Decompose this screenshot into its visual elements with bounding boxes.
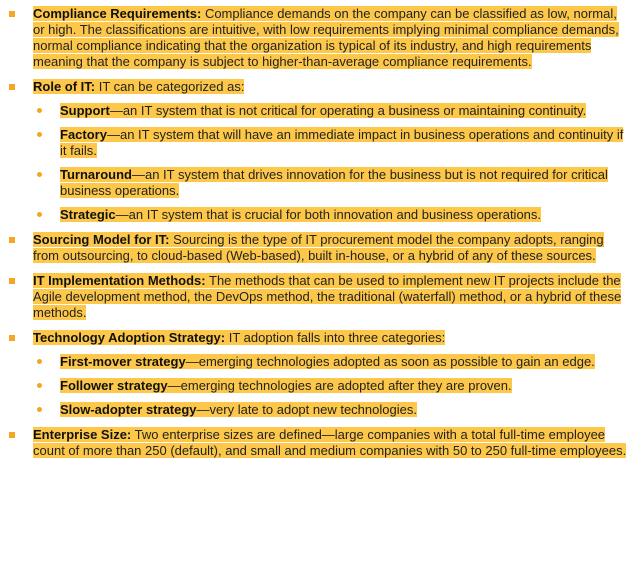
item-text: Two enterprise sizes are defined—large companies with a total full-time employee count of more than 250 (default), and small and medium companies with 50 to 250 full-time employees. xyxy=(33,427,627,458)
highlighted-text xyxy=(60,167,608,198)
highlighted-text xyxy=(33,79,244,94)
sub-item-term: Turnaround xyxy=(60,167,132,182)
sub-item-term: First-mover strategy xyxy=(60,354,186,369)
dot-bullet-icon xyxy=(37,407,42,412)
sub-item-text: —an IT system that drives innovation for the business but is not required for critical business operations. xyxy=(60,167,608,198)
list-item-implementation-methods xyxy=(0,273,629,321)
role-of-it-sublist xyxy=(33,103,629,223)
list-item-enterprise-size xyxy=(0,427,629,459)
highlighted-text xyxy=(60,354,595,369)
highlighted-text xyxy=(60,207,541,222)
item-text: Compliance demands on the company can be classified as low, normal, or high. The classifications are intuitive, with low requirements implying minimal compliance demands, normal compliance indicating that the organization is typical of its industry, and high requirements meaning that the company is subject to higher-than-average compliance requirements. xyxy=(33,6,619,69)
list-item-sourcing-model xyxy=(0,232,629,264)
sub-item-text: —an IT system that is crucial for both innovation and business operations. xyxy=(115,207,542,222)
sub-item-term: Support xyxy=(60,103,110,118)
sub-item-text: —emerging technologies are adopted after they are proven. xyxy=(167,378,512,393)
highlighted-text xyxy=(33,232,604,263)
sub-item-text: —emerging technologies adopted as soon as possible to gain an edge. xyxy=(185,354,595,369)
sub-item-text: —an IT system that will have an immediate impact in business operations and continuity if it fails. xyxy=(60,127,624,158)
dot-bullet-icon xyxy=(37,212,42,217)
highlighted-text xyxy=(33,330,445,345)
highlighted-text xyxy=(60,402,417,417)
highlighted-text xyxy=(60,378,512,393)
dot-bullet-icon xyxy=(37,359,42,364)
square-bullet-icon xyxy=(9,237,15,243)
item-text: IT can be categorized as: xyxy=(95,79,245,94)
item-term: Enterprise Size: xyxy=(33,427,132,442)
item-term: Role of IT: xyxy=(33,79,96,94)
square-bullet-icon xyxy=(9,11,15,17)
list-item-role-of-it xyxy=(0,79,629,223)
sub-item-term: Slow-adopter strategy xyxy=(60,402,197,417)
square-bullet-icon xyxy=(9,278,15,284)
sub-item-term: Follower strategy xyxy=(60,378,168,393)
criteria-list xyxy=(0,6,629,459)
sub-item-support xyxy=(33,103,629,119)
item-term: Sourcing Model for IT: xyxy=(33,232,170,247)
dot-bullet-icon xyxy=(37,108,42,113)
item-term: IT Implementation Methods: xyxy=(33,273,206,288)
highlighted-text xyxy=(60,127,623,158)
square-bullet-icon xyxy=(9,84,15,90)
sub-item-slow-adopter xyxy=(33,402,629,418)
sub-item-first-mover xyxy=(33,354,629,370)
sub-item-factory xyxy=(33,127,629,159)
highlighted-text xyxy=(60,103,586,118)
dot-bullet-icon xyxy=(37,132,42,137)
highlighted-text xyxy=(33,427,626,458)
sub-item-follower xyxy=(33,378,629,394)
square-bullet-icon xyxy=(9,335,15,341)
adoption-strategy-sublist xyxy=(33,354,629,418)
document-body xyxy=(0,6,629,468)
sub-item-turnaround xyxy=(33,167,629,199)
sub-item-term: Factory xyxy=(60,127,107,142)
square-bullet-icon xyxy=(9,432,15,438)
sub-item-strategic xyxy=(33,207,629,223)
item-text: The methods that can be used to implement new IT projects include the Agile development method, the DevOps method, the traditional (waterfall) method, or a hybrid of these methods. xyxy=(33,273,622,320)
highlighted-text xyxy=(33,6,619,69)
sub-item-text: —an IT system that is not critical for operating a business or maintaining continuity. xyxy=(109,103,587,118)
item-text: Sourcing is the type of IT procurement model the company adopts, ranging from outsourcing, to cloud-based (Web-based), built in-house, or a hybrid of any of these sources. xyxy=(33,232,604,263)
item-text: IT adoption falls into three categories: xyxy=(225,330,446,345)
highlighted-text xyxy=(33,273,621,320)
dot-bullet-icon xyxy=(37,172,42,177)
dot-bullet-icon xyxy=(37,383,42,388)
list-item-technology-adoption xyxy=(0,330,629,418)
list-item-compliance-requirements xyxy=(0,6,629,70)
item-term: Technology Adoption Strategy: xyxy=(33,330,226,345)
sub-item-term: Strategic xyxy=(60,207,116,222)
sub-item-text: —very late to adopt new technologies. xyxy=(196,402,417,417)
item-term: Compliance Requirements: xyxy=(33,6,202,21)
